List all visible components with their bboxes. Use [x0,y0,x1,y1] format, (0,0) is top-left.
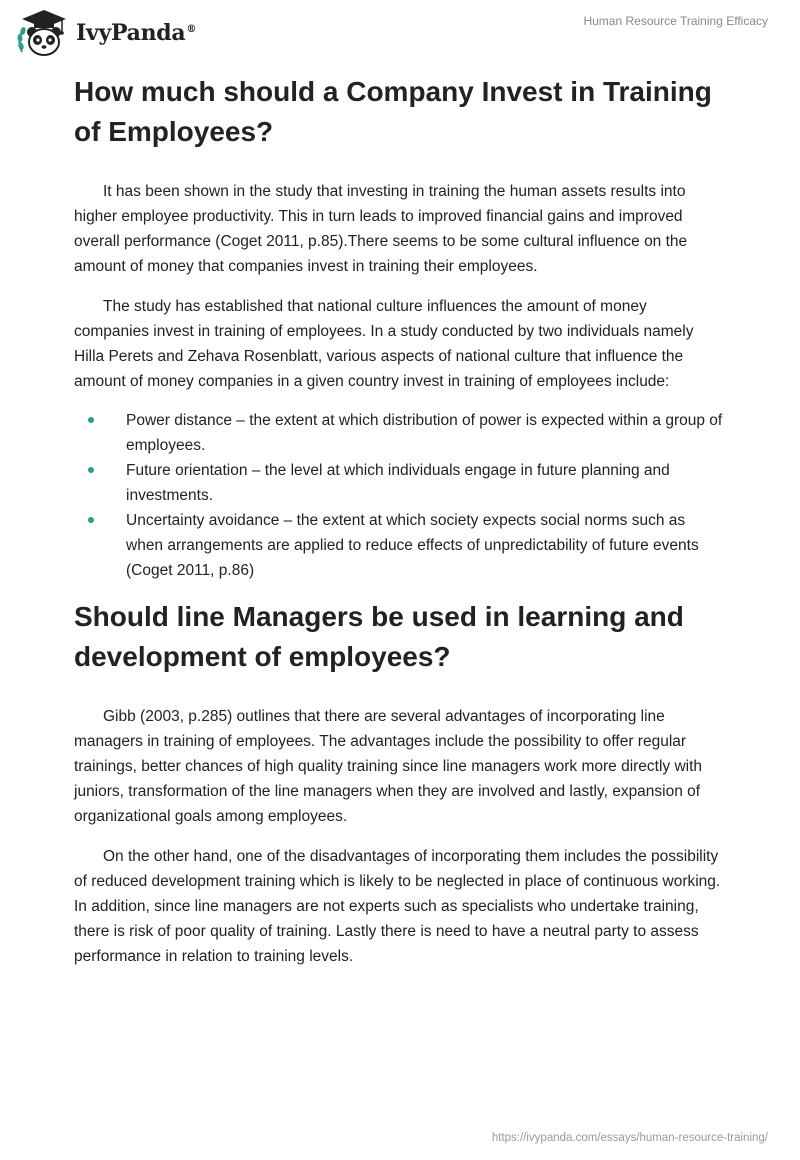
list-item-text: Power distance – the extent at which distribution of power is expected within a group of employees. [126,412,723,454]
list-item-text: Uncertainty avoidance – the extent at which society expects social norms such as when arrangements are applied to reduce effects of unpredictability of future events (Coget 2011, p.86) [126,512,699,579]
paragraph: Gibb (2003, p.285) outlines that there are several advantages of incorporating line managers in training of employees. The advantages include the possibility to offer regular trainings, better chances of high quality training since line managers work more directly with juniors, transformation of the line managers when they are involved and lastly, expansion of organizational goals among employees. [74,708,703,825]
paragraph: On the other hand, one of the disadvantages of incorporating them includes the possibility of reduced development training which is likely to be neglected in place of continuous working. In addition, since line managers are not experts such as specialists who undertake training, there is risk of poor quality of training. Lastly there is need to have a neutral party to assess performance in relation to training levels. [74,848,721,965]
document-title: Human Resource Training Efficacy [583,14,768,28]
bullet-icon [88,467,94,473]
culture-aspects-list [74,408,724,583]
essay-content [74,72,724,969]
panda-graduate-icon [16,8,72,58]
source-url-link[interactable]: https://ivypanda.com/essays/human-resource-training/ [491,1132,768,1144]
logo-wordmark [76,20,196,46]
logo-name: IvyPanda [76,20,186,46]
list-item [74,408,724,458]
list-item [74,458,724,508]
bullet-icon [88,517,94,523]
ivypanda-logo[interactable] [16,8,196,58]
paragraph: The study has established that national culture influences the amount of money companies invest in training of employees. In a study conducted by two individuals namely Hilla Perets and Zehava Rosenblatt, various aspects of national culture that influence the amount of money companies in a given country invest in training of employees include: [74,298,694,390]
page-header [0,0,800,70]
list-item [74,508,724,583]
bullet-icon [88,417,94,423]
section-heading-line-managers: Should line Managers be used in learning and development of employees? [74,601,684,672]
list-item-text: Future orientation – the level at which individuals engage in future planning and investments. [126,462,670,504]
logo-registered-mark: ® [186,23,197,35]
paragraph: It has been shown in the study that investing in training the human assets results into higher employee productivity. This in turn leads to improved financial gains and improved overall performance (Coget 2011, p.85).There seems to be some cultural influence on the amount of money that companies invest in training their employees. [74,183,688,275]
section-heading-investment: How much should a Company Invest in Training of Employees? [74,76,712,147]
